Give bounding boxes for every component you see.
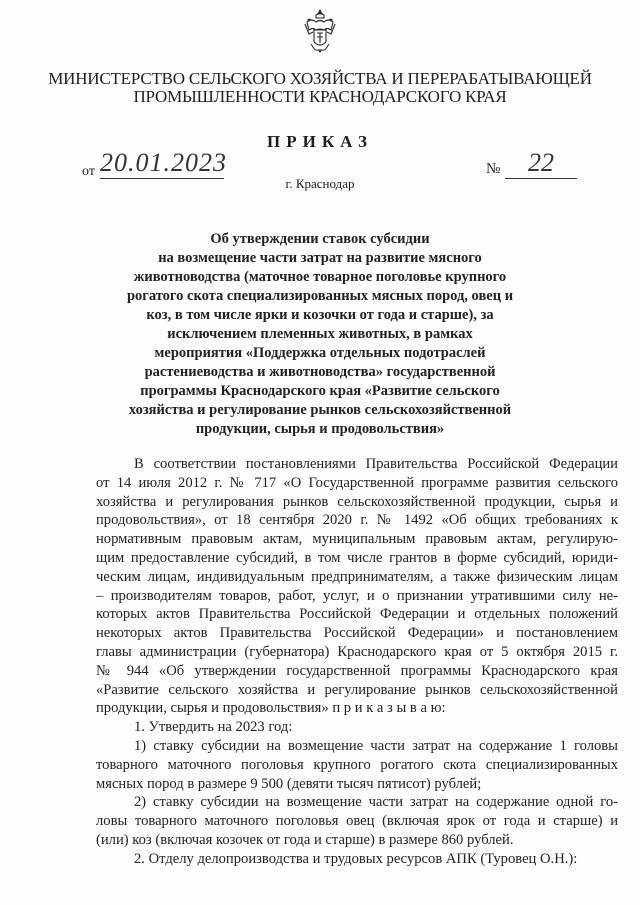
body-line: продукции, сырья и продовольствия» п р и к а з ы в а ю: xyxy=(96,700,446,717)
subject-line: растениеводства и животноводства» государственной xyxy=(144,364,496,380)
subject-line: рогатого скота специализированных мясных пород, овец и xyxy=(126,288,514,304)
subject-line: Об утверждении ставок субсидии xyxy=(210,231,430,247)
subject-line: продукции, сырья и продовольствия» xyxy=(195,421,445,437)
order-number: 22 xyxy=(505,148,577,179)
subject-line: программы Краснодарского края «Развитие сельского xyxy=(140,383,500,399)
body-line: которых актов Правительства Российской Федерации и отдельных положений xyxy=(96,606,618,623)
body-line: от 14 июля 2012 г. № 717 «О Государственной программе развития сельского xyxy=(96,474,618,491)
subject-line: мероприятия «Поддержка отдельных подотраслей xyxy=(154,345,486,361)
city-name: г. Краснодар xyxy=(285,176,355,191)
subject-line: коз, в том числе ярки и козочки от года и старше), за xyxy=(146,307,494,323)
body-line: мясных пород в размере 9 500 (девяти тысяч пятисот) рублей; xyxy=(96,775,482,792)
subject-line: на возмещение части затрат на развитие мясного xyxy=(158,250,482,266)
body-line: 2) ставку субсидии на возмещение части затрат на содержание одной го- xyxy=(134,794,618,811)
body-line: № 944 «Об утверждении государственной программы Краснодарского края xyxy=(96,662,618,679)
order-body xyxy=(96,455,618,869)
subject-line: животноводства (маточное товарное поголовье крупного xyxy=(133,269,507,285)
body-line: товарного маточного поголовья крупного рогатого скота специализированных xyxy=(96,756,618,773)
body-line: хозяйства и регулирования рынков сельскохозяйственной продукции, сырья и xyxy=(96,493,618,510)
order-title: ПРИКАЗ xyxy=(267,132,373,151)
body-line: нормативным правовым актам, муниципальным правовым актам, регулирую- xyxy=(96,531,618,548)
body-line: «Развитие сельского хозяйства и регулирование рынков сельскохозяйственной xyxy=(96,681,618,698)
body-line: – производителям товаров, работ, услуг, и о признании утратившими силу не- xyxy=(96,587,618,604)
body-line: (или) коз (включая козочек от года и старше) в размере 860 рублей. xyxy=(96,831,514,848)
subject-line: хозяйства и регулирование рынков сельскохозяйственной xyxy=(128,402,512,418)
body-line: 2. Отделу делопроизводства и трудовых ресурсов АПК (Туровец О.Н.): xyxy=(134,850,578,867)
body-line: ческим лицам, индивидуальным предпринимателям, а также физическим лицам xyxy=(96,568,618,585)
body-line: 1. Утвердить на 2023 год: xyxy=(134,719,293,736)
ministry-line-1: МИНИСТЕРСТВО СЕЛЬСКОГО ХОЗЯЙСТВА И ПЕРЕРАБАТЫВАЮЩЕЙ xyxy=(48,69,592,88)
date-prefix: от xyxy=(82,164,95,179)
ministry-line-2: ПРОМЫШЛЕННОСТИ КРАСНОДАРСКОГО КРАЯ xyxy=(133,87,507,106)
order-subject xyxy=(118,230,522,439)
number-prefix: № xyxy=(486,161,501,177)
body-line: главы администрации (губернатора) Краснодарского края от 5 октября 2015 г. xyxy=(96,643,618,660)
body-line: щим предоставление субсидий, в том числе грантов в форме субсидий, юриди- xyxy=(96,549,618,566)
coat-of-arms-icon xyxy=(303,8,337,54)
body-line: В соответствии постановлениями Правительства Российской Федерации xyxy=(134,456,618,472)
ministry-name xyxy=(40,70,600,106)
body-line: 1) ставку субсидии на возмещение части затрат на содержание 1 головы xyxy=(134,737,618,754)
body-line: ловы товарного маточного поголовья овец (включая ярок от года и старше) и xyxy=(96,813,618,830)
body-line: продовольствия», от 18 сентября 2020 г. № 1492 «Об общих требованиях к xyxy=(96,512,618,529)
body-line: некоторых актов Правительства Российской Федерации» и постановлением xyxy=(96,625,618,642)
order-date: 20.01.2023 xyxy=(100,148,227,177)
subject-line: исключением племенных животных, в рамках xyxy=(167,326,473,342)
